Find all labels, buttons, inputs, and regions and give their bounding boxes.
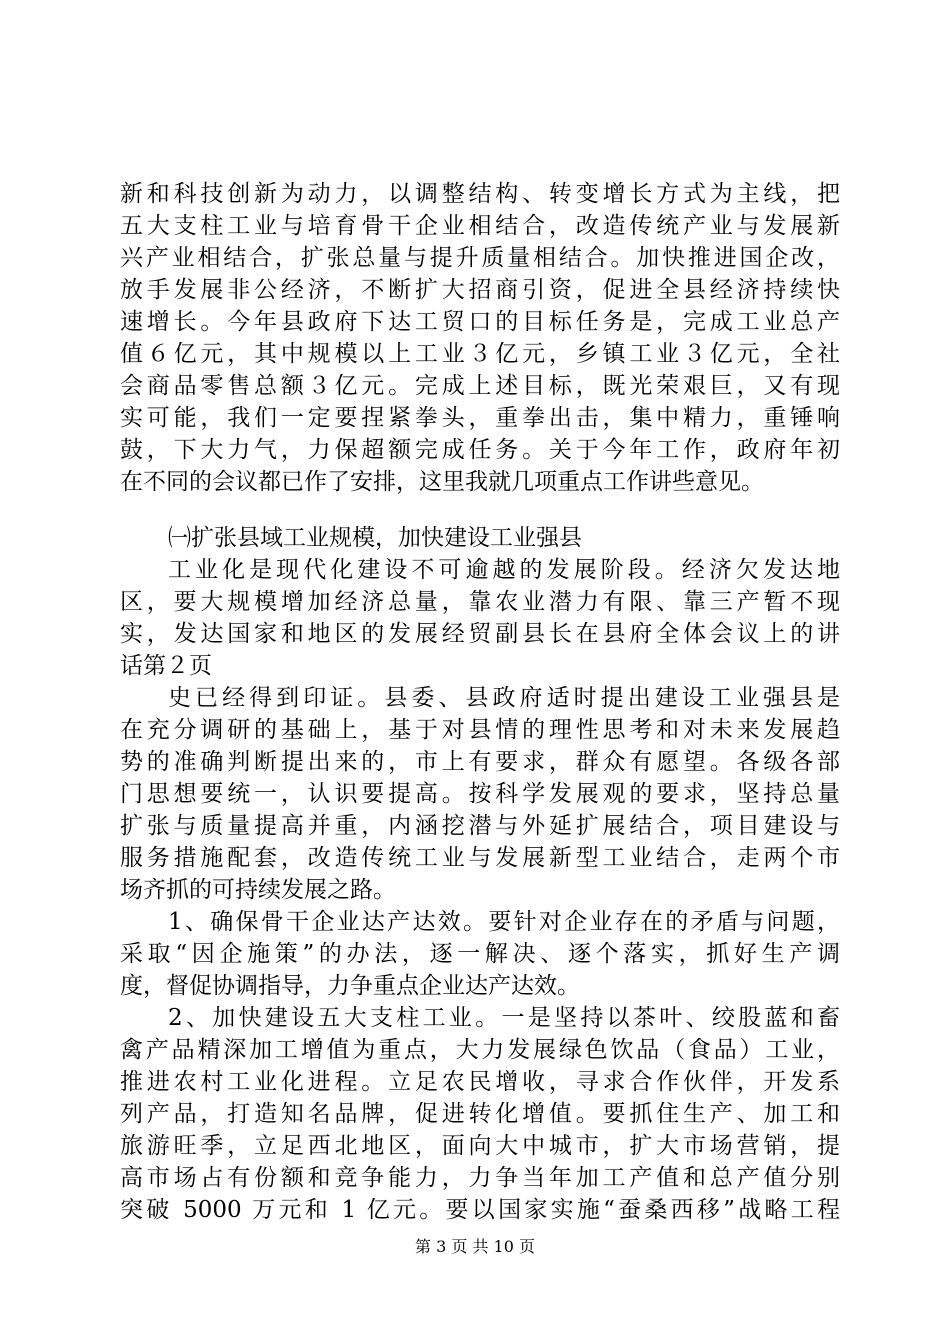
body-text-line: 采取“因企施策”的办法，逐一解决、逐个落实，抓好生产调 <box>120 941 840 967</box>
body-text-line: 门思想要统一，认识要提高。按科学发展观的要求，坚持总量 <box>120 781 840 807</box>
body-text-line: 史已经得到印证。县委、县政府适时提出建设工业强县是 <box>168 685 840 711</box>
body-text-line: 推进农村工业化进程。立足农民增收，寻求合作伙伴，开发系 <box>120 1069 840 1095</box>
body-text-line: 度，督促协调指导，力争重点企业达产达效。 <box>120 973 580 999</box>
body-text-line: 新和科技创新为动力，以调整结构、转变增长方式为主线，把 <box>120 181 840 207</box>
body-text-line: 兴产业相结合，扩张总量与提升质量相结合。加快推进国企改， <box>120 245 840 271</box>
body-text-line: 会商品零售总额３亿元。完成上述目标，既光荣艰巨，又有现 <box>120 373 840 399</box>
body-text-line: 场齐抓的可持续发展之路。 <box>120 877 396 903</box>
body-text-line: 高市场占有份额和竞争能力，力争当年加工产值和总产值分别 <box>120 1165 840 1191</box>
body-text-line: 实，发达国家和地区的发展经贸副县长在县府全体会议上的讲 <box>120 621 840 647</box>
body-text-line: 列产品，打造知名品牌，促进转化增值。要抓住生产、加工和 <box>120 1101 840 1127</box>
body-text-line: 话第２页 <box>120 653 212 679</box>
body-text-line: 突破 5000 万元和 1 亿元。要以国家实施“蚕桑西移”战略工程 <box>120 1197 840 1223</box>
body-text-line: 扩张与质量提高并重，内涵挖潜与外延扩展结合，项目建设与 <box>120 813 840 839</box>
body-text-line: 2、加快建设五大支柱工业。一是坚持以茶叶、绞股蓝和畜 <box>168 1005 840 1031</box>
body-text-line: 在充分调研的基础上，基于对县情的理性思考和对未来发展趋 <box>120 717 840 743</box>
body-text-line: 势的准确判断提出来的，市上有要求，群众有愿望。各级各部 <box>120 749 840 775</box>
body-text-line: 五大支柱工业与培育骨干企业相结合，改造传统产业与发展新 <box>120 213 840 239</box>
section-heading: ㈠扩张县域工业规模，加快建设工业强县 <box>168 525 582 551</box>
body-text-line: 工业化是现代化建设不可逾越的发展阶段。经济欠发达地 <box>168 557 840 583</box>
body-text-line: 速增长。今年县政府下达工贸口的目标任务是，完成工业总产 <box>120 309 840 335</box>
body-text-line: 鼓，下大力气，力保超额完成任务。关于今年工作，政府年初 <box>120 437 840 463</box>
body-text-line: 实可能，我们一定要捏紧拳头，重拳出击，集中精力，重锤响 <box>120 405 840 431</box>
body-text-line: 禽产品精深加工增值为重点，大力发展绿色饮品（食品）工业， <box>120 1037 840 1063</box>
body-text-line: 1、确保骨干企业达产达效。要针对企业存在的矛盾与问题， <box>168 909 840 935</box>
page-number: 第 3 页 共 10 页 <box>415 1237 535 1256</box>
body-text-line: 区，要大规模增加经济总量，靠农业潜力有限、靠三产暂不现 <box>120 589 840 615</box>
body-text-line: 值６亿元，其中规模以上工业３亿元，乡镇工业３亿元，全社 <box>120 341 840 367</box>
body-text-line: 放手发展非公经济，不断扩大招商引资，促进全县经济持续快 <box>120 277 840 303</box>
body-text-line: 旅游旺季，立足西北地区，面向大中城市，扩大市场营销，提 <box>120 1133 840 1159</box>
body-text-line: 在不同的会议都已作了安排，这里我就几项重点工作讲些意见。 <box>120 469 764 495</box>
body-text-line: 服务措施配套，改造传统工业与发展新型工业结合，走两个市 <box>120 845 840 871</box>
